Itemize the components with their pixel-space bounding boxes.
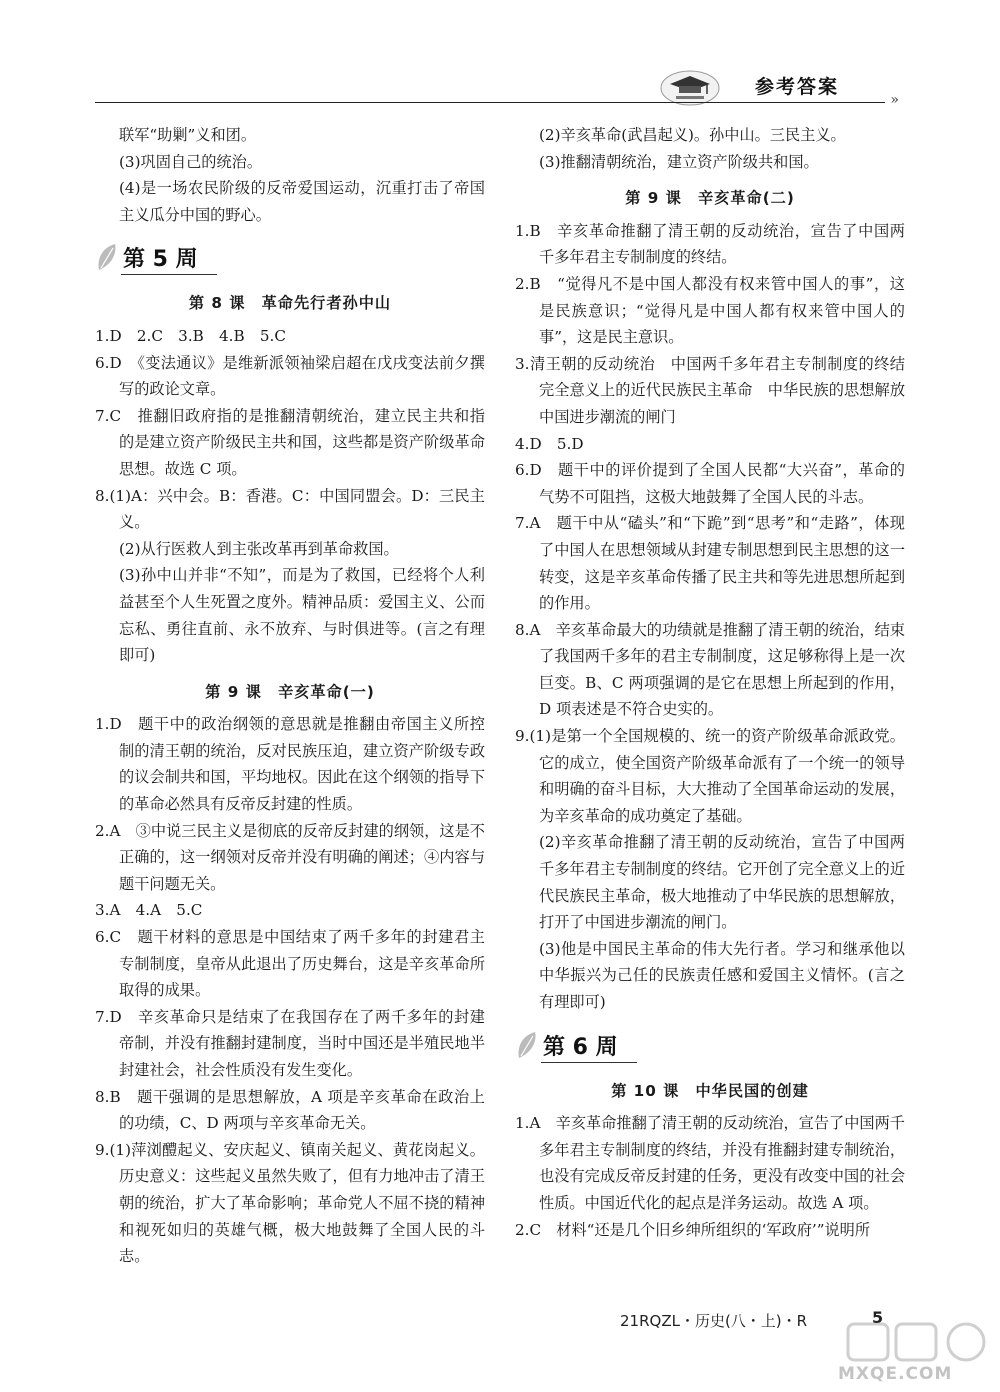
answer-item: 8.(1)A：兴中会。B：香港。C：中国同盟会。D：三民主义。 <box>95 486 485 532</box>
answer-item: 9.(1)萍浏醴起义、安庆起义、镇南关起义、黄花岗起义。历史意义：这些起义虽然失败了，但有力地冲击了清王朝的统治，扩大了革命影响；革命党人不屈不挠的精神和视死如归的英雄气概，极大地鼓舞了全国人民的斗志。 <box>95 1140 485 1266</box>
answer-item: 7.C 推翻旧政府指的是推翻清朝统治，建立民主共和指的是建立资产阶级民主共和国，这些都是资产阶级革命思想。故选 C 项。 <box>95 406 485 478</box>
answer-item: 7.D 辛亥革命只是结束了在我国存在了两千多年的封建帝制，并没有推翻封建制度，当时中国还是半殖民地半封建社会，社会性质没有发生变化。 <box>95 1007 485 1079</box>
week-underline <box>121 274 217 275</box>
answer-line: (4)是一场农民阶级的反帝爱国运动，沉重打击了帝国主义瓜分中国的野心。 <box>119 179 485 224</box>
arrow-right-icon: » <box>890 92 899 108</box>
lesson-title: 第 8 课 革命先行者孙中山 <box>188 294 392 313</box>
lesson-title: 第 10 课 中华民国的创建 <box>611 1081 809 1100</box>
answer-item: 6.D 《变法通议》是维新派领袖梁启超在戊戌变法前夕撰写的政论文章。 <box>95 353 485 399</box>
header-rule <box>95 102 885 103</box>
answer-item: 2.A ③中说三民主义是彻底的反帝反封建的纲领，这是不正确的，这一纲领对反帝并没有明确的阐述；④内容与题干问题无关。 <box>95 821 485 893</box>
watermark-logo-icon <box>838 1318 998 1366</box>
page-number: 5 <box>872 1308 884 1327</box>
answer-line: 联军“助剿”义和团。 <box>119 126 257 144</box>
answer-line: (3)巩固自己的统治。 <box>119 152 263 171</box>
week-label: 第 5 周 <box>123 247 198 273</box>
lesson-title: 第 9 课 辛亥革命(二) <box>625 189 795 208</box>
answer-item: 1.D 题干中的政治纲领的意思就是推翻由帝国主义所控制的清王朝的统治，反对民族压迫，建立资产阶级专政的议会制共和国，平均地权。因此在这个纲领的指导下的革命必然具有反帝反封建的性质。 <box>95 715 485 814</box>
answer-item: 7.A 题干中从“磕头”和“下跪”到“思考”和“走路”，体现了中国人在思想领域从封建专制思想到民主思想的这一转变，这是辛亥革命传播了民主共和等先进思想所起到的作用。 <box>515 514 905 613</box>
answer-item: 2.B “觉得凡不是中国人都没有权来管中国人的事”，这是民族意识；“觉得凡是中国人都有权来管中国人的事”，这是民主意识。 <box>515 274 905 347</box>
answer-item: 3.A 4.A 5.C <box>95 901 203 920</box>
graduation-cap-logo-icon <box>660 68 720 106</box>
answer-line: (3)推翻清朝统治，建立资产阶级共和国。 <box>539 152 819 171</box>
week-heading <box>515 1024 905 1068</box>
site-watermark <box>838 1318 998 1388</box>
answer-item: 1.B 辛亥革命推翻了清王朝的反动统治，宣告了中国两千多年君主专制制度的终结。 <box>515 221 905 267</box>
right-column <box>515 122 921 1243</box>
header-title: 参考答案 <box>755 76 840 98</box>
answer-line: (2)辛亥革命(武昌起义)。孙中山。三民主义。 <box>539 126 846 144</box>
answer-subitem: (2)从行医救人到主张改革再到革命救国。 <box>119 539 399 558</box>
answer-subitem: (2)辛亥革命推翻了清王朝的反动统治，宣告了中国两千多年君主专制制度的终结。它开创了完全意义上的近代民族民主革命，极大地推动了中华民族的思想解放，打开了中国进步潮流的闸门。 <box>539 833 905 932</box>
leaf-decoration-icon <box>515 1030 541 1060</box>
answer-item: 6.C 题干材料的意思是中国结束了两千多年的封建君主专制制度，皇帝从此退出了历史舞台，这是辛亥革命所取得的成果。 <box>95 928 485 1000</box>
watermark-text: MXQE.COM <box>838 1364 953 1384</box>
answer-subitem: (3)孙中山并非“不知”，而是为了救国，已经将个人利益甚至个人生死置之度外。精神品质：爱国主义、公而忘私、勇往直前、永不放弃、与时俱进等。(言之有理即可) <box>119 566 485 665</box>
lesson-title: 第 9 课 辛亥革命(一) <box>205 682 375 701</box>
answer-item: 6.D 题干中的评价提到了全国人民都“大兴奋”，革命的气势不可阻挡，这极大地鼓舞了全国人民的斗志。 <box>515 461 905 506</box>
answer-item: 1.A 辛亥革命推翻了清王朝的反动统治，宣告了中国两千多年君主专制制度的终结，并没有推翻封建专制统治，也没有完成反帝反封建的任务，更没有改变中国的社会性质。中国近代化的起点是洋务运动。故选 A 项。 <box>515 1114 905 1212</box>
left-column <box>95 122 485 1270</box>
page-header <box>95 68 905 110</box>
answer-item: 9.(1)是第一个全国规模的、统一的资产阶级革命派政党。它的成立，使全国资产阶级革命派有了一个统一的领导和明确的奋斗目标，大大推动了全国革命运动的发展，为辛亥革命的成功奠定了基础。 <box>515 727 905 825</box>
book-code: 21RQZL・历史(八・上)・R <box>620 1312 808 1330</box>
answer-item: 3.清王朝的反动统治 中国两千多年君主专制制度的终结 完全意义上的近代民族民主革命 中华民族的思想解放 中国进步潮流的闸门 <box>515 354 921 426</box>
week-label: 第 6 周 <box>543 1034 618 1060</box>
answer-item: 1.D 2.C 3.B 4.B 5.C <box>95 326 286 345</box>
answer-item: 8.A 辛亥革命最大的功绩就是推翻了清王朝的统治，结束了我国两千多年的君主专制制度，这足够称得上是一次巨变。B、C 两项强调的是它在思想上所起到的作用，D 项表述是不符合史实的。 <box>515 620 905 719</box>
answer-subitem: (3)他是中国民主革命的伟大先行者。学习和继承他以中华振兴为己任的民族责任感和爱国主义情怀。(言之有理即可) <box>539 939 905 1011</box>
answer-item: 4.D 5.D <box>515 434 584 453</box>
week-heading <box>95 236 485 280</box>
answer-item: 8.B 题干强调的是思想解放，A 项是辛亥革命在政治上的功绩，C、D 两项与辛亥革命无关。 <box>95 1087 485 1133</box>
answer-item: 2.C 材料“还是几个旧乡绅所组织的‘军政府’”说明所 <box>515 1220 871 1239</box>
week-underline <box>541 1062 637 1063</box>
leaf-decoration-icon <box>95 242 121 272</box>
